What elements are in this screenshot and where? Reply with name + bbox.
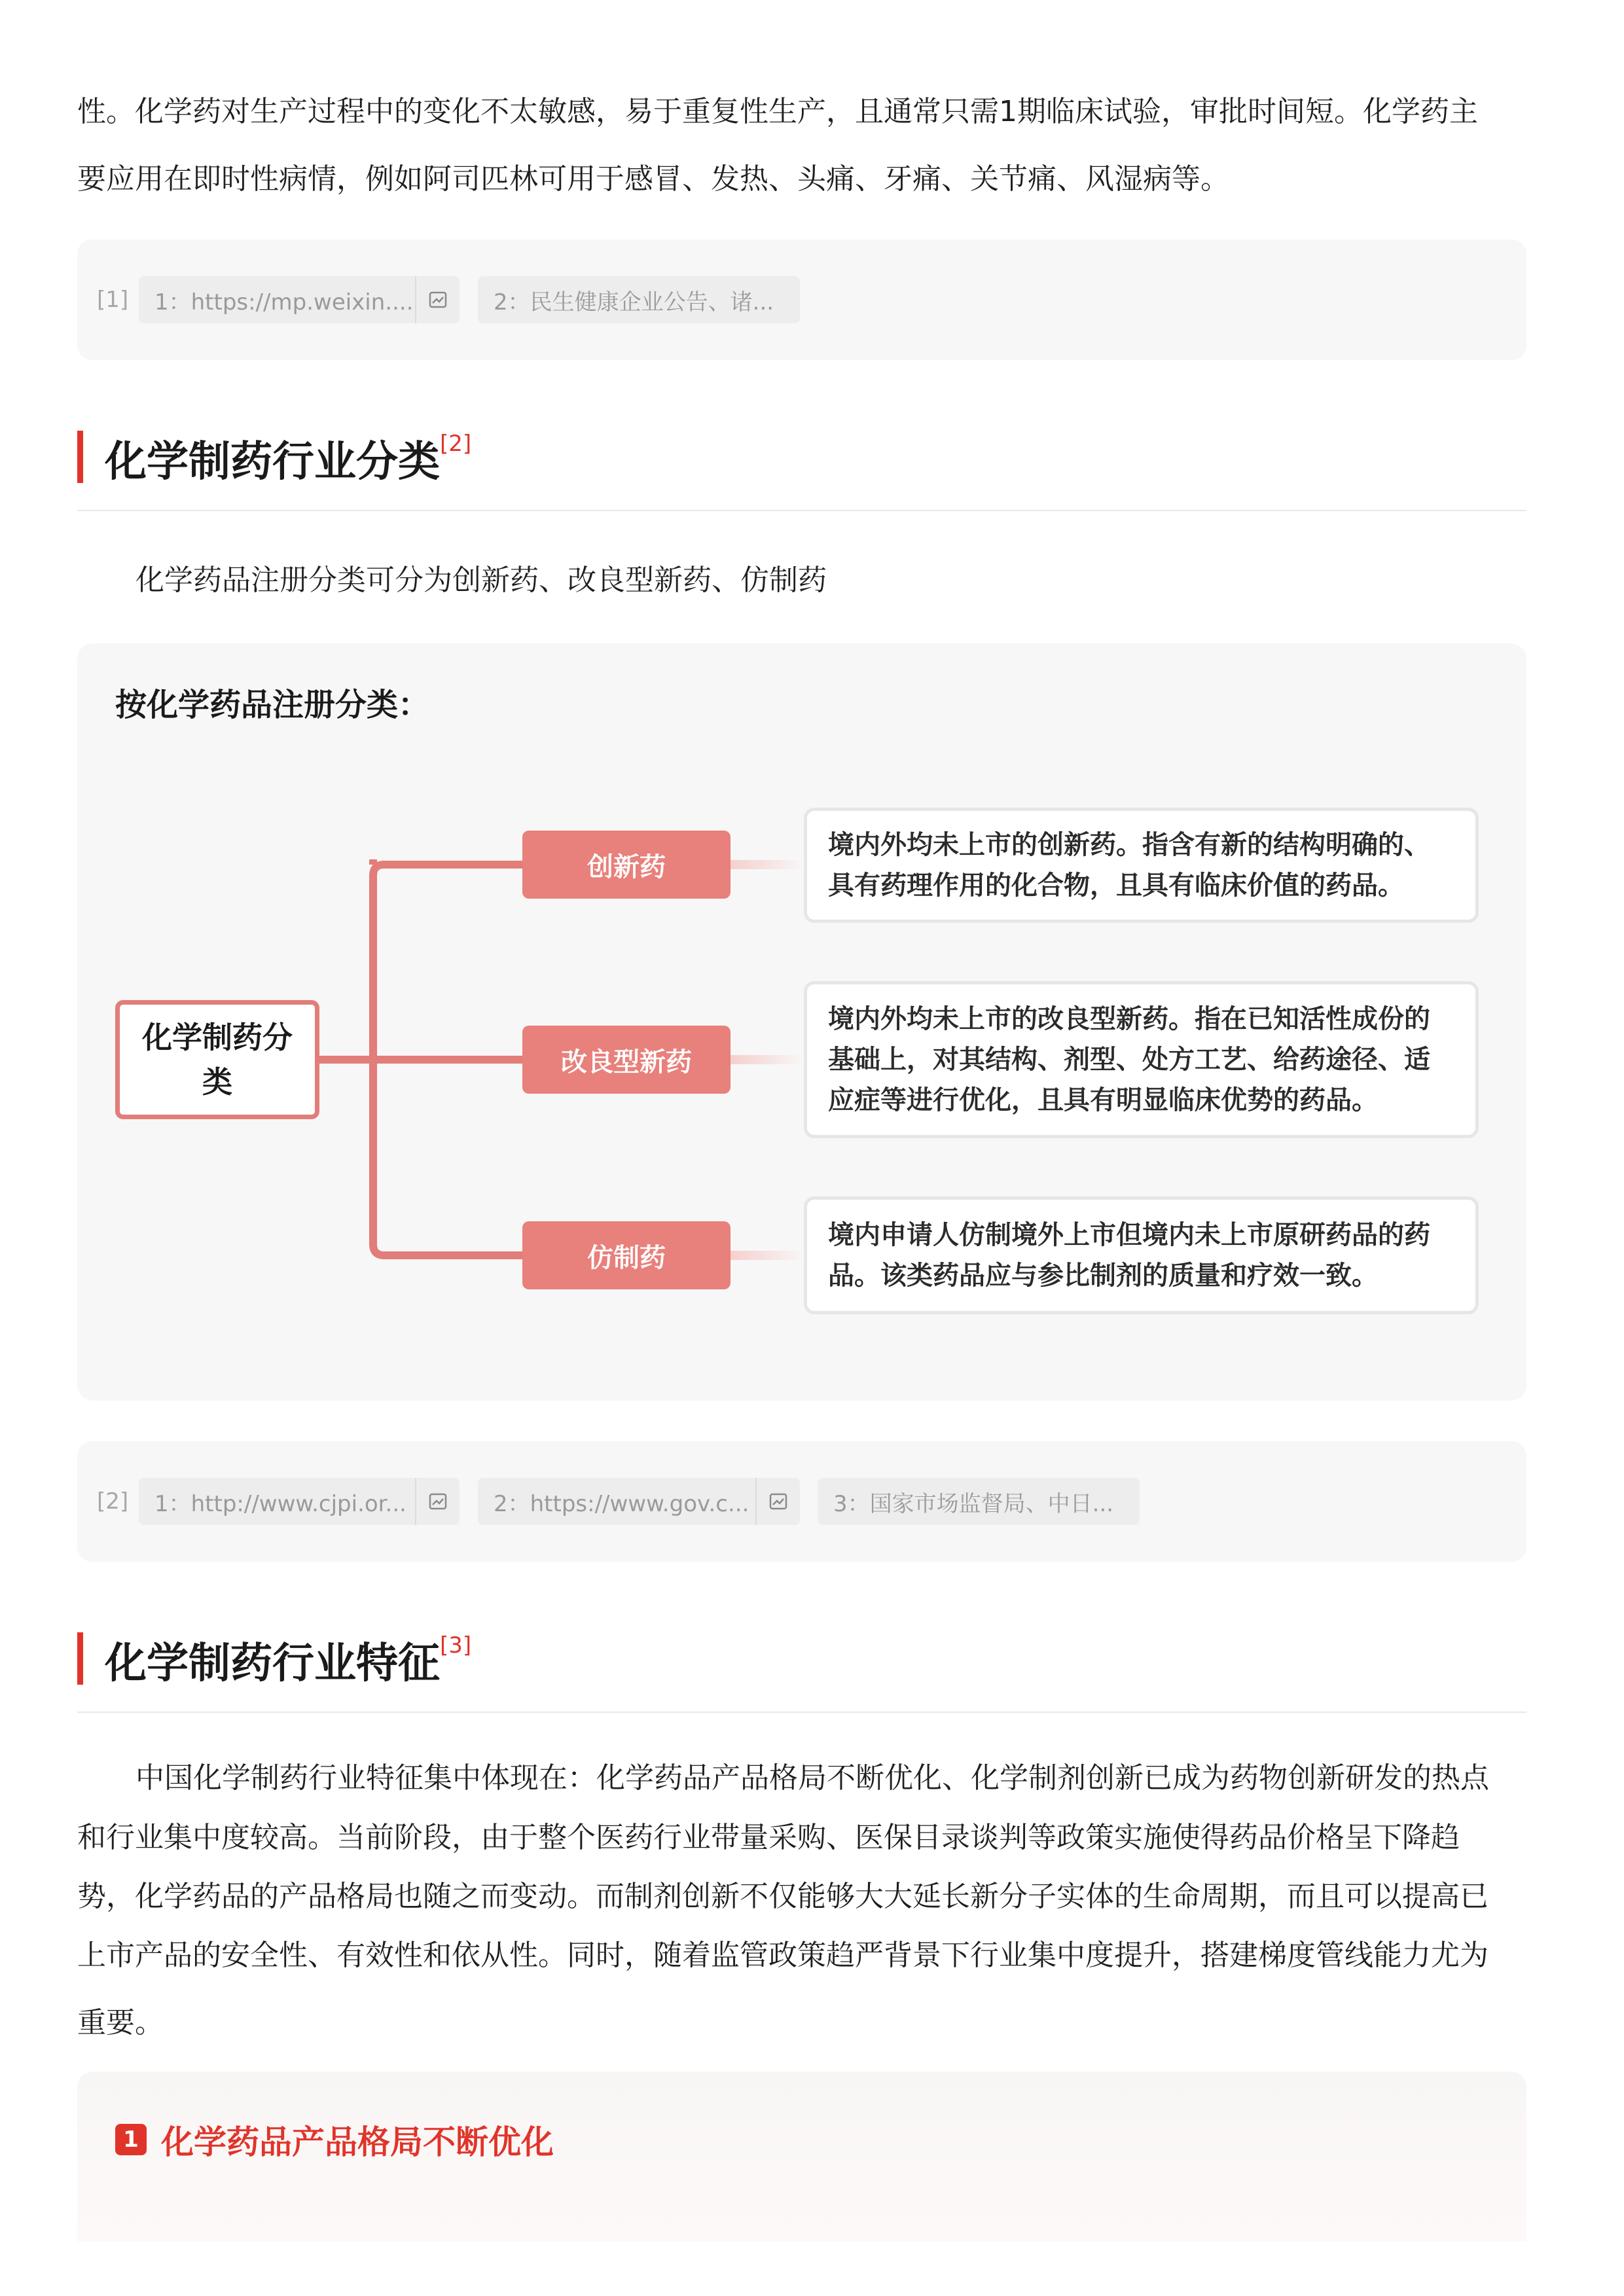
intro-line-2: 要应用在即时性病情，例如阿司匹林可用于感冒、发热、头痛、牙痛、关节痛、风湿病等。 — [77, 162, 1229, 196]
reference-link-1[interactable] — [139, 276, 460, 323]
mindmap-panel — [77, 643, 1526, 1401]
branch-generic-drug: 仿制药 — [522, 1221, 731, 1289]
leaf-improved-new-drug: 境内外均未上市的改良型新药。指在已知活性成份的基础上，对其结构、剂型、处方工艺、给药途径、适应症等进行优化，且具有明显临床优势的药品。 — [804, 981, 1479, 1138]
section-divider — [77, 510, 1526, 511]
reference-box-1 — [77, 240, 1526, 360]
branch-connector-fade — [731, 860, 804, 869]
branch-connector-fade — [731, 1251, 804, 1260]
section-divider — [77, 1712, 1526, 1713]
external-link-icon[interactable] — [415, 276, 460, 323]
section-title-characteristics — [105, 1630, 471, 1690]
section-accent-bar — [77, 431, 83, 483]
reference-number: [2] — [97, 1488, 129, 1515]
mindmap-title: 按化学药品注册分类： — [115, 687, 430, 723]
reference-box-2 — [77, 1441, 1526, 1562]
reference-link-2[interactable] — [478, 276, 800, 323]
section-title-text: 化学制药行业特征 — [105, 1640, 440, 1688]
reference-text: 1：http://www.cjpi.or... — [154, 1490, 406, 1517]
section-reference-mark[interactable]: [3] — [440, 1632, 472, 1659]
subsection-number-badge: 1 — [115, 2124, 147, 2155]
subsection-title: 化学药品产品格局不断优化 — [161, 2123, 554, 2161]
intro-line-1: 性。化学药对生产过程中的变化不太敏感，易于重复性生产，且通常只需1期临床试验，审批时间短。化学药主 — [77, 95, 1478, 128]
reference-link-3[interactable] — [818, 1478, 1140, 1525]
branch-improved-new-drug: 改良型新药 — [522, 1026, 731, 1094]
characteristics-line-3: 势，化学药品的产品格局也随之而变动。而制剂创新不仅能够大大延长新分子实体的生命周期，而且可以提高已 — [77, 1880, 1489, 1913]
section-reference-mark[interactable]: [2] — [440, 431, 472, 457]
characteristics-line-2: 和行业集中度较高。当前阶段，由于整个医药行业带量采购、医保目录谈判等政策实施使得药品价格呈下降趋 — [77, 1821, 1460, 1854]
leaf-generic-drug: 境内申请人仿制境外上市但境内未上市原研药品的药品。该类药品应与参比制剂的质量和疗效一致。 — [804, 1196, 1479, 1314]
reference-text: 2：https://www.gov.c... — [494, 1490, 749, 1517]
section-accent-bar — [77, 1632, 83, 1685]
external-link-icon[interactable] — [415, 1478, 460, 1525]
reference-number: [1] — [97, 287, 129, 313]
section-lead: 化学药品注册分类可分为创新药、改良型新药、仿制药 — [135, 564, 827, 597]
reference-text: 2：民生健康企业公告、诸... — [494, 289, 774, 315]
characteristics-line-1: 中国化学制药行业特征集中体现在：化学药品产品格局不断优化、化学制剂创新已成为药物创新研发的热点 — [135, 1761, 1489, 1795]
section-title-text: 化学制药行业分类 — [105, 438, 440, 486]
leaf-innovative-drug: 境内外均未上市的创新药。指含有新的结构明确的、具有药理作用的化合物，且具有临床价值的药品。 — [804, 808, 1479, 923]
reference-link-1[interactable] — [139, 1478, 460, 1525]
subsection-card — [77, 2072, 1526, 2242]
characteristics-line-4: 上市产品的安全性、有效性和依从性。同时，随着监管政策趋严背景下行业集中度提升，搭建梯度管线能力尤为 — [77, 1939, 1489, 1972]
reference-link-2[interactable] — [478, 1478, 800, 1525]
reference-text: 1：https://mp.weixin.... — [154, 289, 414, 315]
branch-innovative-drug: 创新药 — [522, 831, 731, 899]
reference-text: 3：国家市场监督局、中日... — [833, 1490, 1114, 1517]
section-title-classification — [105, 428, 471, 488]
external-link-icon[interactable] — [755, 1478, 800, 1525]
branch-connector-fade — [731, 1055, 804, 1064]
characteristics-line-5: 重要。 — [77, 2006, 164, 2039]
mindmap-root-node: 化学制药分类 — [115, 1000, 319, 1119]
